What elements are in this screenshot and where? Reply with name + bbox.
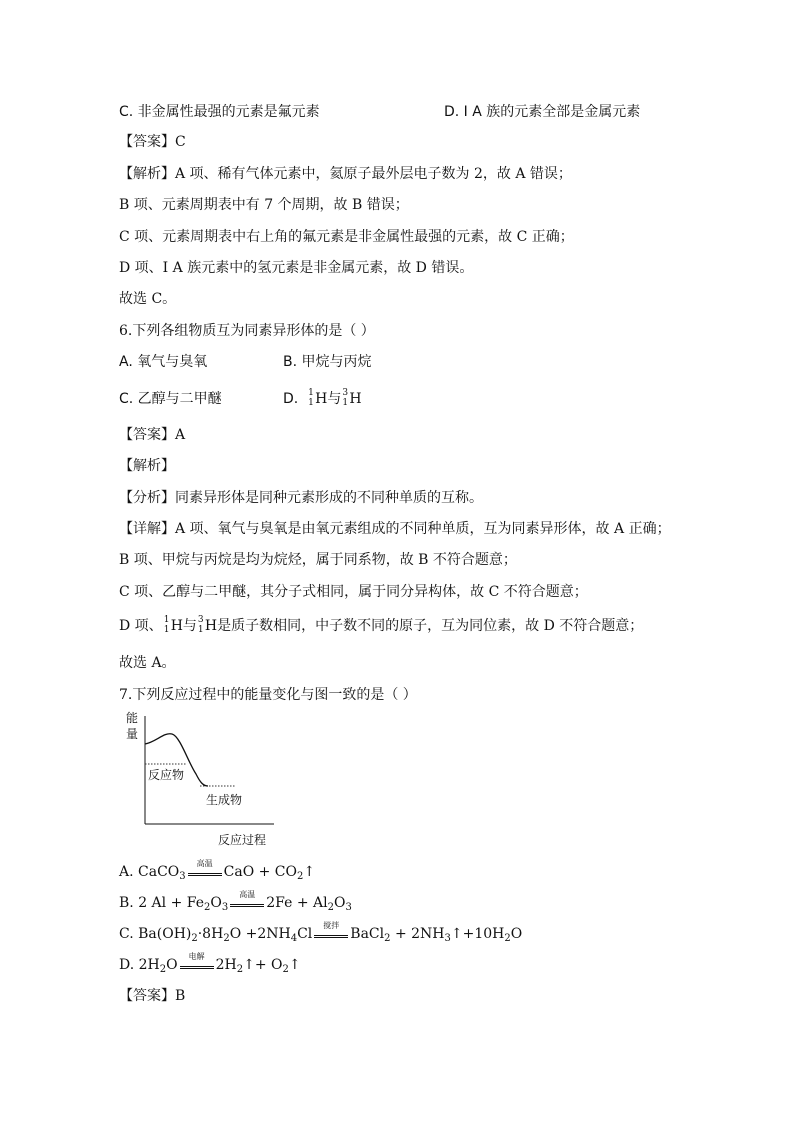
q7-option-b: B. 2 $Al + Fe_2O_3$ 高温 $2Fe + Al_2O_3$ <box>119 890 352 913</box>
q5-conclusion: 故选 C。 <box>119 291 177 307</box>
isotope-h3: 3 1 <box>197 615 204 635</box>
q6-conclusion: 故选 A。 <box>119 655 176 671</box>
q7-option-c: C. $Ba(OH)_2\cdot 8H_2O +2NH_4Cl$ 搅拌 BaCl$_2$ + $2NH_3↑+10H_2O$ <box>119 921 523 944</box>
diagram-ylabel-1: 能 <box>126 711 139 725</box>
q6-answer: 【答案】A <box>119 427 186 443</box>
q7-option-a: A. CaCO$_3$ 高温 CaO + $CO_2↑$ <box>119 859 316 882</box>
q6-option-b: B. 甲烷与丙烷 <box>283 354 372 370</box>
q6-detail-d: D 项、 1 1 H与 3 1 H是质子数相同，中子数不同的原子，互为同位素，故 D 不符合题意； <box>119 615 644 635</box>
reaction-condition: 高温 <box>188 862 222 882</box>
reaction-condition: 高温 <box>230 893 264 913</box>
q7-answer: 【答案】B <box>119 988 186 1004</box>
q6-option-d-label: D. <box>283 391 299 407</box>
q5-analysis-line: C 项、元素周期表中右上角的氟元素是非金属性最强的元素，故 C 正确； <box>119 229 574 245</box>
reaction-condition: 电解 <box>180 955 214 975</box>
q6-option-d: D. 1 1 H与 3 1 H <box>283 388 362 408</box>
diagram-ylabel-2: 量 <box>126 727 139 741</box>
q6-detail-line: B 项、甲烷与丙烷是均为烷烃，属于同系物，故 B 不符合题意； <box>119 552 517 568</box>
energy-diagram <box>126 711 278 852</box>
q6-fenxi: 【分析】同素异形体是同种元素形成的不同种单质的互称。 <box>119 490 483 506</box>
q5-option-c: C. 非金属性最强的元素是氟元素 <box>119 104 320 120</box>
q7-stem: 7.下列反应过程中的能量变化与图一致的是（ ） <box>119 687 417 703</box>
isotope-h1: 1 1 <box>308 388 314 408</box>
q5-analysis-line: B 项、元素周期表中有 7 个周期，故 B 错误； <box>119 197 409 213</box>
isotope-h1: 1 1 <box>163 615 170 635</box>
q6-detail-line: C 项、乙醇与二甲醚，其分子式相同，属于同分异构体，故 C 不符合题意； <box>119 584 588 600</box>
q6-detail-line: 【详解】A 项、氧气与臭氧是由氧元素组成的不同种单质，互为同素异形体，故 A 正确； <box>119 521 671 537</box>
product-label: 生成物 <box>206 793 243 807</box>
reaction-condition: 搅拌 <box>314 924 348 944</box>
q6-stem: 6.下列各组物质互为同素异形体的是（ ） <box>119 323 375 339</box>
q5-analysis-line: 【解析】A 项、稀有气体元素中，氦原子最外层电子数为 2，故 A 错误； <box>119 166 572 182</box>
isotope-h3: 3 1 <box>342 388 349 408</box>
q6-option-a: A. 氧气与臭氧 <box>119 354 208 370</box>
q5-option-d: D. Ⅰ A 族的元素全部是金属元素 <box>444 104 641 120</box>
q7-option-d: D. $2H_2O$ 电解 $2H_2↑+$ $O_2↑$ <box>119 952 301 975</box>
q6-option-c: C. 乙醇与二甲醚 <box>119 391 222 407</box>
q5-answer: 【答案】C <box>119 134 186 150</box>
reactant-label: 反应物 <box>148 768 185 782</box>
q6-analysis-heading: 【解析】 <box>119 458 175 474</box>
diagram-xlabel: 反应过程 <box>218 833 267 847</box>
q5-analysis-line: D 项、Ⅰ A 族元素中的氢元素是非金属元素，故 D 错误。 <box>119 260 474 276</box>
